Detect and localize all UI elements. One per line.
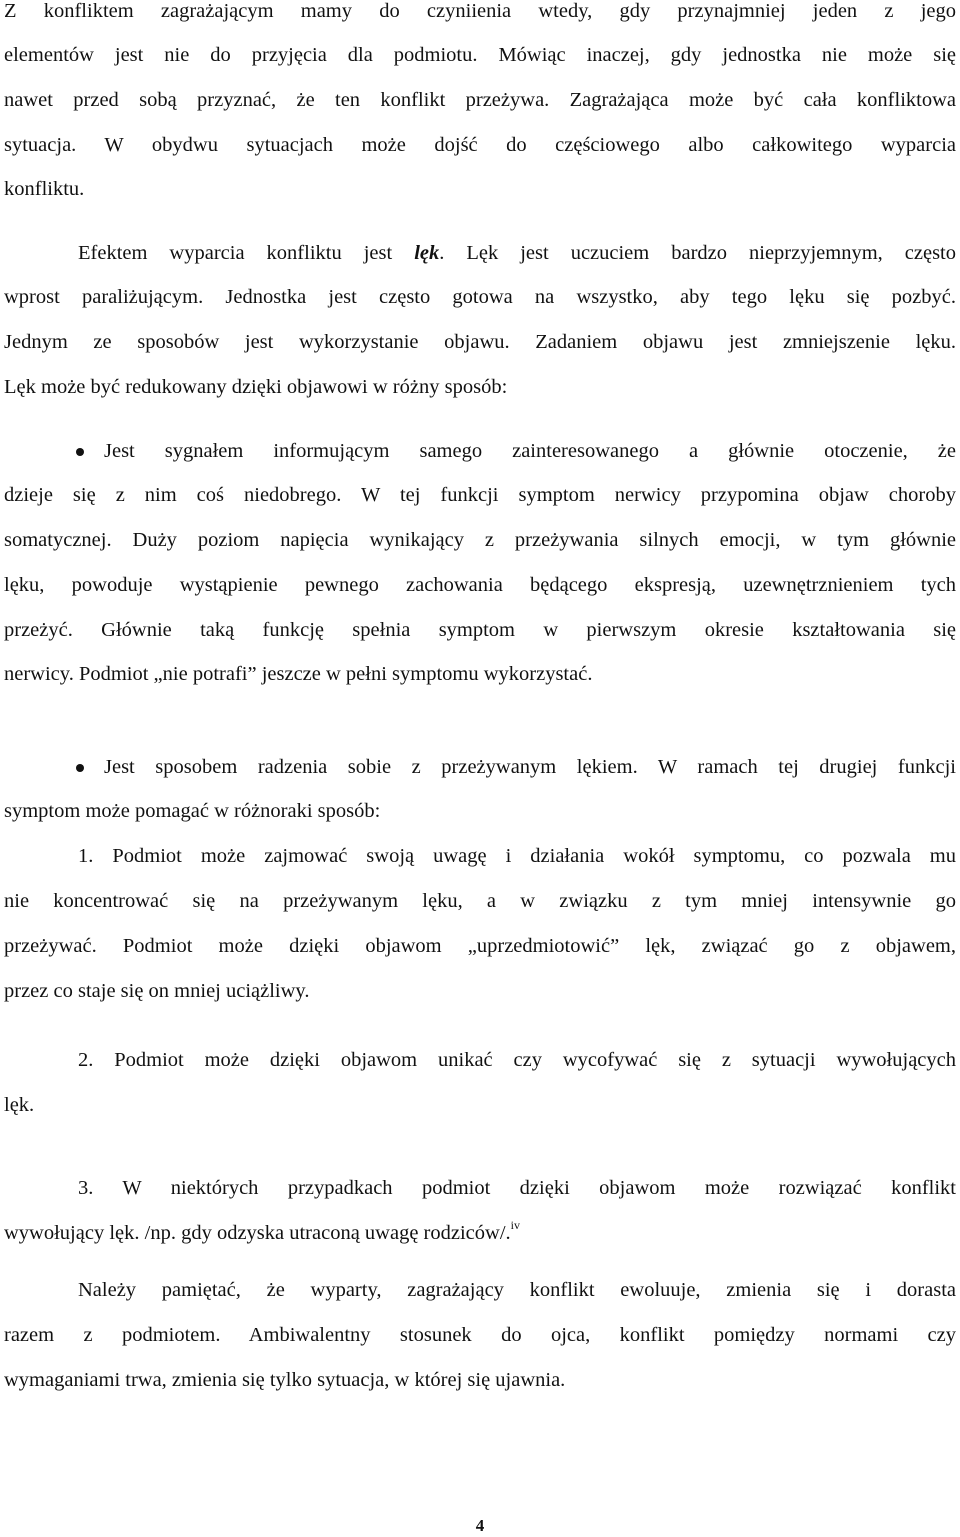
bullet-icon xyxy=(76,448,84,456)
bullet-icon xyxy=(76,764,84,772)
paragraph-3-line: Należy pamiętać, że wyparty, zagrażający konflikt ewoluuje, zmienia się i dorasta xyxy=(78,1279,956,1301)
paragraph-3-line: wymaganiami trwa, zmienia się tylko sytuacja, w której się ujawnia. xyxy=(4,1369,566,1391)
bullet-1-line: lęku, powoduje wystąpienie pewnego zachowania będącego ekspresją, uzewnętrznieniem tych xyxy=(4,574,956,596)
paragraph-1-line: elementów jest nie do przyjęcia dla podmiotu. Mówiąc inaczej, gdy jednostka nie może się xyxy=(4,44,956,66)
paragraph-3-line: razem z podmiotem. Ambiwalentny stosunek do ojca, konflikt pomiędzy normami czy xyxy=(4,1324,956,1346)
paragraph-1-line: sytuacja. W obydwu sytuacjach może dojść do częściowego albo całkowitego wyparcia xyxy=(4,134,956,156)
numbered-item-1-line: przeżywać. Podmiot może dzięki objawom „uprzedmiotowić” lęk, związać go z objawem, xyxy=(4,935,956,957)
footnote-reference: iv xyxy=(510,1218,520,1232)
numbered-item-2-line: 2. Podmiot może dzięki objawom unikać czy wycofywać się z sytuacji wywołujących xyxy=(78,1049,956,1071)
numbered-item-1-line: nie koncentrować się na przeżywanym lęku, a w związku z tym mniej intensywnie go xyxy=(4,890,956,912)
numbered-item-2-line: lęk. xyxy=(4,1094,35,1116)
numbered-item-3-line: 3. W niektórych przypadkach podmiot dzięki objawom może rozwiązać konflikt xyxy=(78,1177,956,1199)
bullet-2-line: Jest sposobem radzenia sobie z przeżywanym lękiem. W ramach tej drugiej funkcji xyxy=(104,756,956,778)
paragraph-2-line xyxy=(78,239,956,267)
numbered-item-3-line xyxy=(4,1219,956,1247)
paragraph-2-line: wprost paraliżującym. Jednostka jest często gotowa na wszystko, aby tego lęku się pozbyć. xyxy=(4,286,956,308)
paragraph-1-line: nawet przed sobą przyznać, że ten konflikt przeżywa. Zagrażająca może być cała konfliktowa xyxy=(4,89,956,111)
paragraph-2-line: Jednym ze sposobów jest wykorzystanie objawu. Zadaniem objawu jest zmniejszenie lęku. xyxy=(4,331,956,353)
numbered-item-1-line: przez co staje się on mniej uciążliwy. xyxy=(4,980,310,1002)
paragraph-1-line: konfliktu. xyxy=(4,178,85,200)
bullet-2-line: symptom może pomagać w różnoraki sposób: xyxy=(4,800,381,822)
bullet-1-line: nerwicy. Podmiot „nie potrafi” jeszcze w pełni symptomu wykorzystać. xyxy=(4,663,593,685)
bullet-1-line: dzieje się z nim coś niedobrego. W tej funkcji symptom nerwicy przypomina objaw choroby xyxy=(4,484,956,506)
paragraph-2-text: Efektem wyparcia konfliktu jest xyxy=(78,242,415,264)
bullet-1-line: somatycznej. Duży poziom napięcia wynikający z przeżywania silnych emocji, w tym głównie xyxy=(4,529,956,551)
paragraph-2-line: Lęk może być redukowany dzięki objawowi w różny sposób: xyxy=(4,376,508,398)
paragraph-1-line: Z konfliktem zagrażającym mamy do czyniienia wtedy, gdy przynajmniej jeden z jego xyxy=(4,0,956,22)
bullet-1-line: Jest sygnałem informującym samego zainteresowanego a głównie otoczenie, że xyxy=(104,440,956,462)
numbered-item-3-text: wywołujący lęk. /np. gdy odzyska utraconą uwagę rodziców/. xyxy=(4,1222,511,1244)
numbered-item-1-line: 1. Podmiot może zajmować swoją uwagę i działania wokół symptomu, co pozwala mu xyxy=(78,845,956,867)
emphasized-term: lęk xyxy=(414,242,440,264)
bullet-1-line: przeżyć. Głównie taką funkcję spełnia symptom w pierwszym okresie kształtowania się xyxy=(4,619,956,641)
paragraph-2-text: . Lęk jest uczuciem bardzo nieprzyjemnym, często xyxy=(439,242,956,264)
page-number: 4 xyxy=(475,1516,485,1535)
